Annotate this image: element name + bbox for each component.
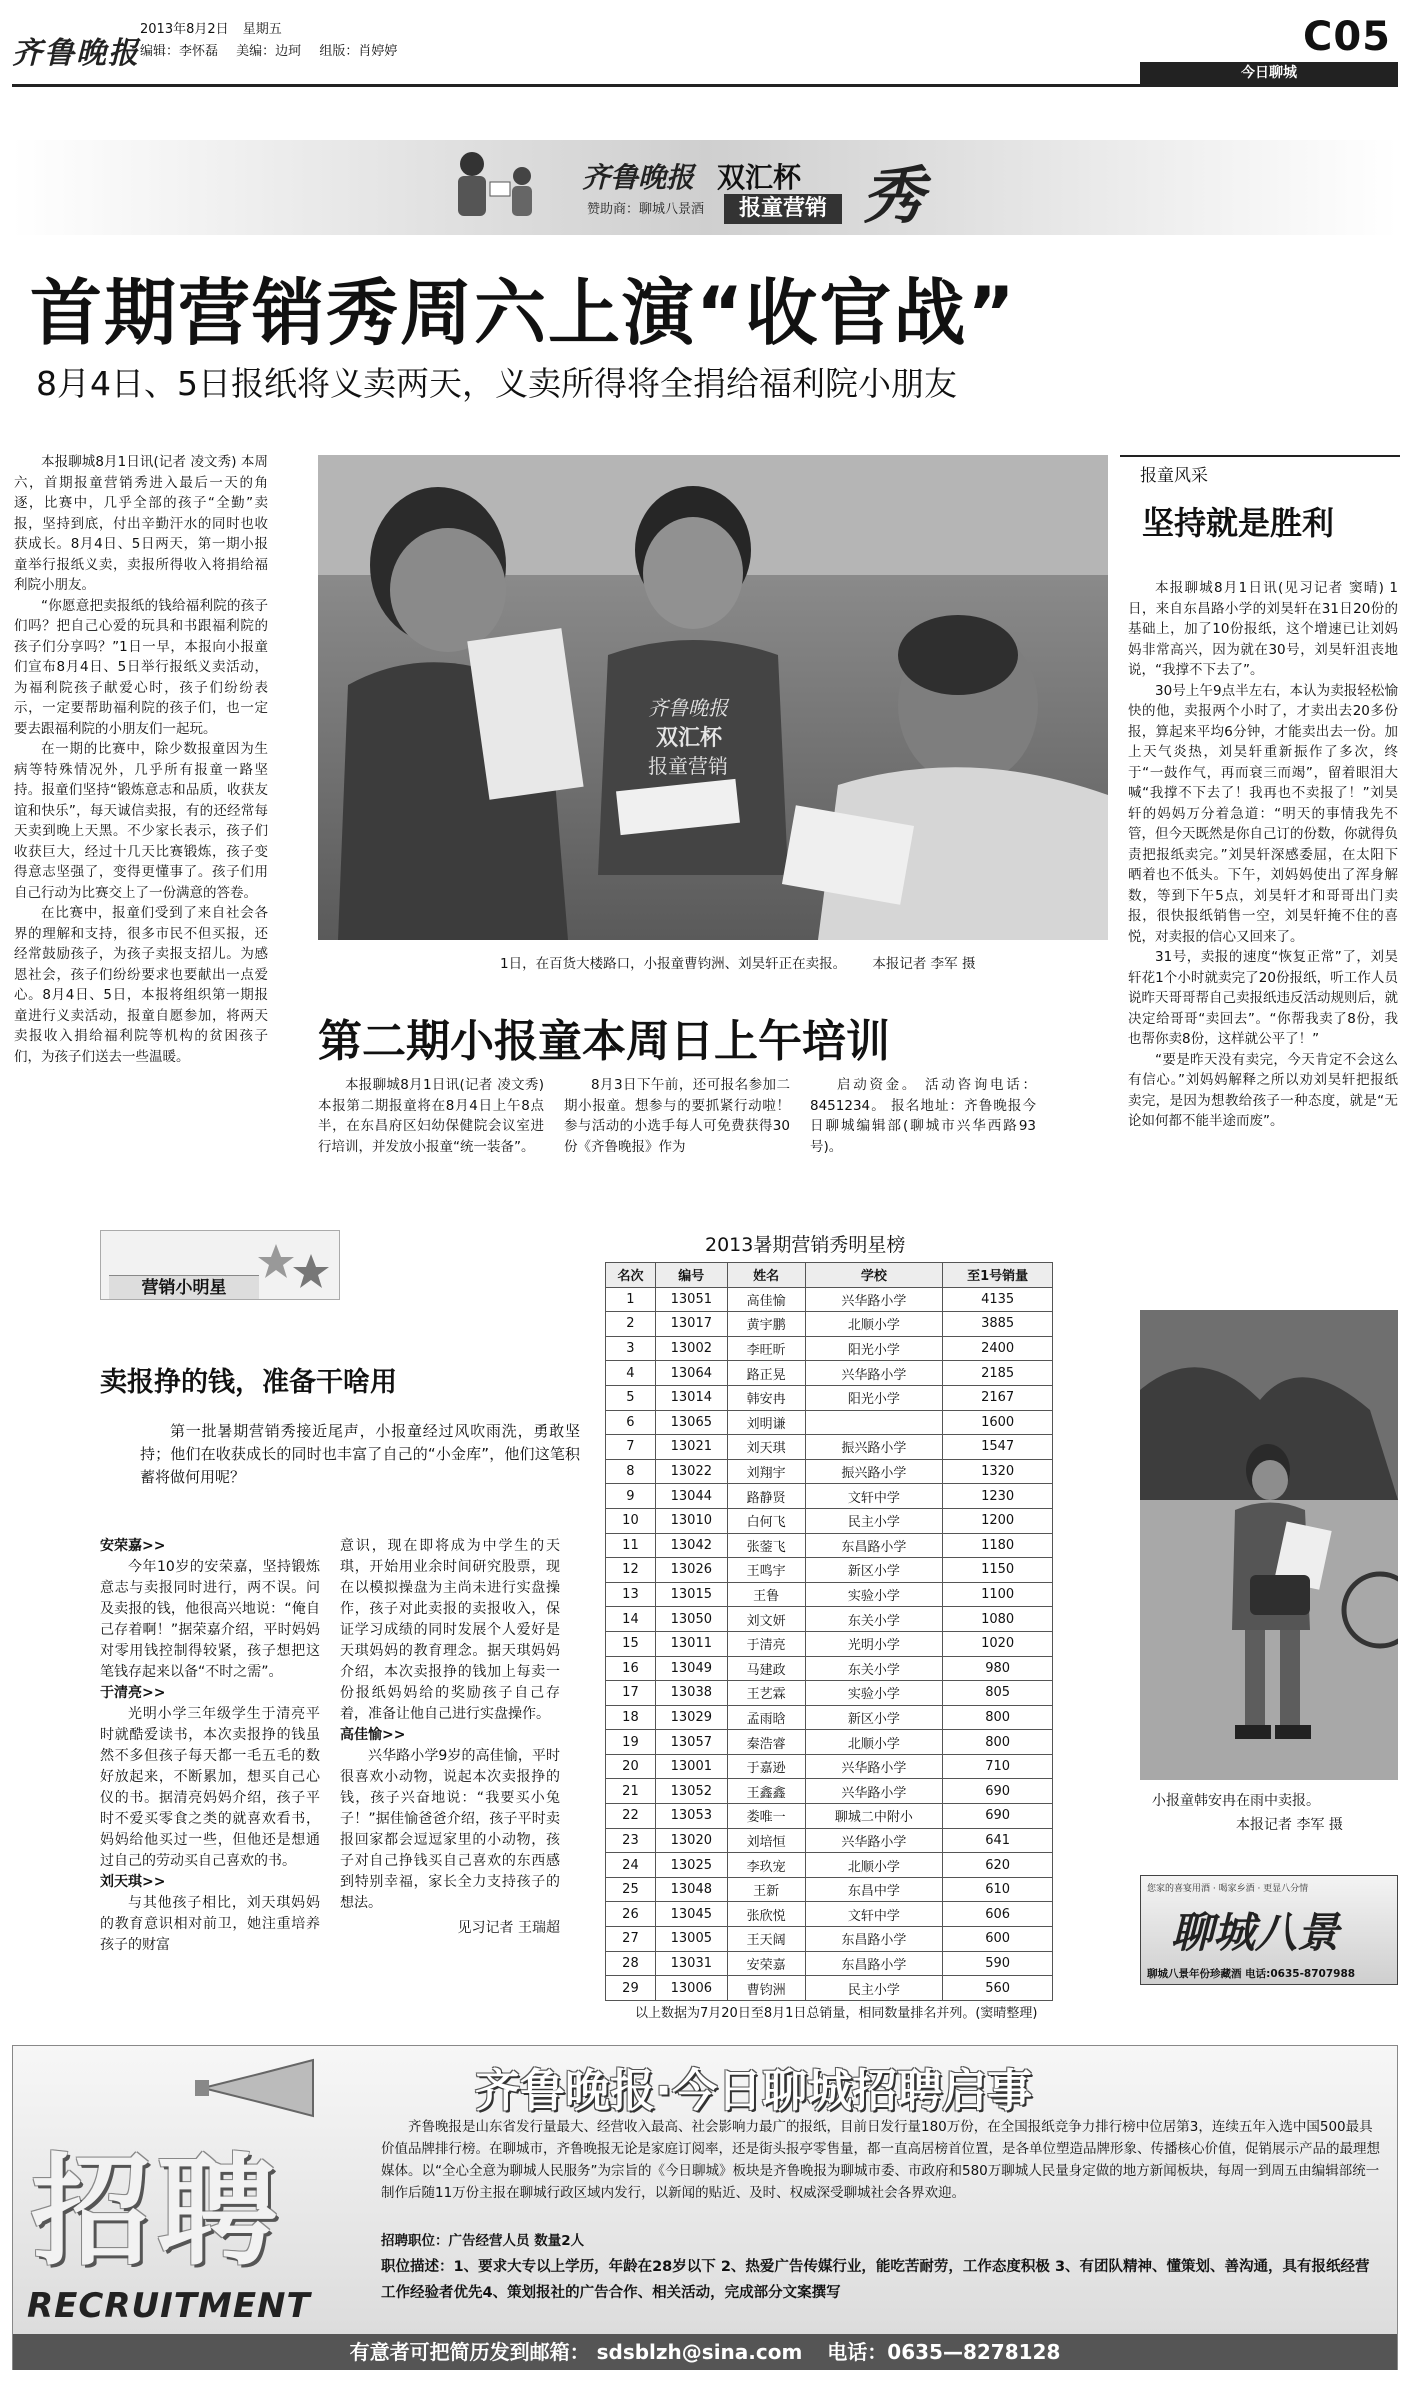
table-cell: 13006 xyxy=(655,1976,727,2001)
table-cell: 641 xyxy=(943,1828,1053,1853)
ranking-title: 2013暑期营销秀明星榜 xyxy=(705,1234,906,1256)
col-header: 学校 xyxy=(805,1263,943,1288)
caption-credit: 本报记者 李军 摄 xyxy=(872,956,976,972)
table-cell: 张蓥飞 xyxy=(727,1533,805,1558)
star-text: 意识，现在即将成为中学生的天琪，开始用业余时间研究股票，现在以模拟操盘为主尚未进行实盘操作，孩子对此卖报的卖报收入，保证学习成绩的同时发展个人爱好是天琪妈妈的教育理念。据天琪妈妈介绍，本次卖报挣的钱加上每卖一份报纸妈妈给的奖励孩子自己存着，准备让他自己进行实盘操作。 xyxy=(340,1538,560,1722)
table-row xyxy=(606,1927,1053,1952)
star-name: 安荣嘉>> xyxy=(100,1538,166,1554)
table-cell: 2 xyxy=(606,1312,656,1337)
table-cell: 13065 xyxy=(655,1410,727,1435)
star-text: 光明小学三年级学生于清亮平时就酷爱读书，本次卖报挣的钱虽然不多但孩子每天都一毛五毛的数好放起来，不断累加，想买自己心仪的书。据清亮妈妈介绍，孩子平时不爱买零食之类的就喜欢看书，妈妈给他买过一些，但他还是想通过自己的劳动买自己喜欢的书。 xyxy=(100,1706,320,1869)
table-cell: 1020 xyxy=(943,1631,1053,1656)
table-cell: 于清亮 xyxy=(727,1631,805,1656)
table-header-row xyxy=(606,1263,1053,1288)
table-row xyxy=(606,1976,1053,2001)
table-cell: 13031 xyxy=(655,1951,727,1976)
table-cell: 13020 xyxy=(655,1828,727,1853)
right-paragraph: “要是昨天没有卖完，今天肯定不会这么有信心。”刘妈妈解释之所以劝刘昊轩把报纸卖完，是因为想教给孩子一种态度，就是“无论如何都不能半途而废”。 xyxy=(1128,1051,1398,1129)
table-cell: 710 xyxy=(943,1754,1053,1779)
table-cell: 560 xyxy=(943,1976,1053,2001)
table-cell: 13052 xyxy=(655,1779,727,1804)
liquor-ad xyxy=(1140,1875,1398,1985)
rain-photo xyxy=(1140,1310,1398,1780)
section-label: 今日聊城 xyxy=(1241,65,1297,81)
table-row xyxy=(606,1631,1053,1656)
table-cell: 高佳愉 xyxy=(727,1287,805,1312)
table-cell: 20 xyxy=(606,1754,656,1779)
table-cell: 2400 xyxy=(943,1336,1053,1361)
table-cell: 800 xyxy=(943,1705,1053,1730)
ad-brand: 聊城八景 xyxy=(1171,1908,1340,1957)
table-cell: 28 xyxy=(606,1951,656,1976)
page-code: C05 xyxy=(1302,14,1391,60)
table-cell: 13045 xyxy=(655,1902,727,1927)
table-cell: 刘天琪 xyxy=(727,1435,805,1460)
table-cell: 606 xyxy=(943,1902,1053,1927)
post-label: 招聘职位： xyxy=(381,2233,449,2249)
star-title: 卖报挣的钱，准备干啥用 xyxy=(100,1367,397,1398)
star-tag-text: 营销小明星 xyxy=(141,1278,227,1298)
table-row xyxy=(606,1804,1053,1829)
shirt-text: 双汇杯 xyxy=(656,726,723,751)
desc-label: 职位描述： xyxy=(381,2259,454,2275)
main-photo-caption xyxy=(500,952,975,972)
ranking-table xyxy=(605,1262,1053,2001)
table-cell: 民主小学 xyxy=(805,1508,943,1533)
table-cell: 文轩中学 xyxy=(805,1902,943,1927)
table-cell: 实验小学 xyxy=(805,1681,943,1706)
table-cell: 13005 xyxy=(655,1927,727,1952)
post-value: 广告经营人员 数量2人 xyxy=(448,2233,585,2249)
main-paragraph: 本报聊城8月1日讯(记者 凌文秀) 本周六，首期报童营销秀进入最后一天的角逐，比赛中，几乎全部的孩子“全勤”卖报，坚持到底，付出辛勤汗水的同时也收获成长。8月4日、5日两天，第一期小报童举行报纸义卖，卖报所得收入将捐给福利院小朋友。 xyxy=(14,454,268,593)
right-paragraph: 本报聊城8月1日讯(见习记者 窦晴) 1日，来自东昌路小学的刘昊轩在31日20份的基础上，加了10份报纸，这个增速已让刘妈妈非常高兴，因为就在30号，刘昊轩沮丧地说，“我撑不下去了”。 xyxy=(1128,580,1398,678)
table-cell: 文轩中学 xyxy=(805,1484,943,1509)
table-cell: 29 xyxy=(606,1976,656,2001)
horn-icon xyxy=(193,2058,323,2118)
recruit-title: 齐鲁晚报·今日聊城招聘启事 xyxy=(475,2064,1033,2117)
recruit-big-text xyxy=(31,2116,331,2288)
table-cell: 1200 xyxy=(943,1508,1053,1533)
right-paragraph: 31号，卖报的速度“恢复正常”了，刘昊轩花1个小时就卖完了20份报纸，听工作人员说昨天哥哥帮自己卖报纸违反活动规则后，就决定给哥哥“卖回去”。“你帮我卖了8份，我也帮你卖8份，这样就公平了！” xyxy=(1128,949,1398,1047)
contact-lead: 有意者可把简历发到邮箱： xyxy=(349,2340,590,2364)
training-title: 第二期小报童本周日上午培训 xyxy=(318,1016,890,1067)
table-cell: 阳光小学 xyxy=(805,1385,943,1410)
table-cell: 北顺小学 xyxy=(805,1730,943,1755)
table-cell: 白何飞 xyxy=(727,1508,805,1533)
table-cell: 阳光小学 xyxy=(805,1336,943,1361)
table-cell: 刘培恒 xyxy=(727,1828,805,1853)
training-col-1: 本报聊城8月1日讯(记者 凌文秀) 本报第二期报童将在8月4日上午8点半，在东昌府区妇幼保健院会议室进行培训，并发放小报童“统一装备”。 xyxy=(318,1077,544,1155)
table-row xyxy=(606,1754,1053,1779)
table-cell: 黄宇鹏 xyxy=(727,1312,805,1337)
table-cell: 690 xyxy=(943,1779,1053,1804)
masthead-logo: 齐鲁晚报 xyxy=(12,36,140,71)
table-cell: 24 xyxy=(606,1853,656,1878)
rain-photo-credit: 本报记者 李军 摄 xyxy=(1236,1817,1343,1833)
table-cell: 王鑫鑫 xyxy=(727,1779,805,1804)
table-cell: 娄唯一 xyxy=(727,1804,805,1829)
table-row xyxy=(606,1853,1053,1878)
table-cell: 12 xyxy=(606,1558,656,1583)
table-row xyxy=(606,1459,1053,1484)
caption-text: 1日，在百货大楼路口，小报童曹钧洲、刘昊轩正在卖报。 xyxy=(500,956,847,972)
star-lead: 第一批暑期营销秀接近尾声，小报童经过风吹雨洗，勇敢坚持；他们在收获成长的同时也丰富了自己的“小金库”，他们这笔积蓄将做何用呢？ xyxy=(140,1422,580,1486)
table-cell: 1320 xyxy=(943,1459,1053,1484)
table-cell: 18 xyxy=(606,1705,656,1730)
table-row xyxy=(606,1828,1053,1853)
table-cell: 13051 xyxy=(655,1287,727,1312)
recruit-desc xyxy=(381,2254,1381,2306)
table-cell: 13064 xyxy=(655,1361,727,1386)
table-cell: 于嘉逊 xyxy=(727,1754,805,1779)
art-editor: 美编：边珂 xyxy=(236,44,302,59)
shirt-text: 报童营销 xyxy=(648,754,728,778)
table-cell: 实验小学 xyxy=(805,1582,943,1607)
table-cell: 东昌路小学 xyxy=(805,1951,943,1976)
banner-sponsor: 赞助商：聊城八景酒 xyxy=(587,202,705,217)
banner-title xyxy=(724,194,842,224)
table-row xyxy=(606,1730,1053,1755)
banner-figure-icon xyxy=(442,146,552,232)
star-text: 与其他孩子相比，刘天琪妈妈的教育意识相对前卫，她注重培养孩子的财富 xyxy=(100,1895,320,1953)
table-cell: 13038 xyxy=(655,1681,727,1706)
table-cell: 安荣嘉 xyxy=(727,1951,805,1976)
table-cell: 7 xyxy=(606,1435,656,1460)
table-cell: 690 xyxy=(943,1804,1053,1829)
main-paragraph: “你愿意把卖报纸的钱给福利院的孩子们吗？把自己心爱的玩具和书跟福利院的孩子们分享吗？”1日一早，本报向小报童们宣布8月4日、5日举行报纸义卖活动，为福利院孩子献爱心时，孩子们纷纷表示，一定要帮助福利院的孩子们，也一定要去跟福利院的小朋友们一起玩。 xyxy=(14,597,268,737)
table-row xyxy=(606,1385,1053,1410)
table-cell: 孟雨晗 xyxy=(727,1705,805,1730)
column-tag xyxy=(1120,455,1400,486)
table-cell: 兴华路小学 xyxy=(805,1779,943,1804)
table-cell: 东关小学 xyxy=(805,1656,943,1681)
table-cell: 22 xyxy=(606,1804,656,1829)
table-cell: 3885 xyxy=(943,1312,1053,1337)
editor: 编辑：李怀磊 xyxy=(140,44,219,59)
main-article xyxy=(14,452,268,1067)
table-cell: 620 xyxy=(943,1853,1053,1878)
rain-photo-caption: 小报童韩安冉在雨中卖报。 xyxy=(1152,1793,1320,1809)
table-cell xyxy=(805,1410,943,1435)
subheadline: 8月4日、5日报纸将义卖两天，义卖所得将全捐给福利院小朋友 xyxy=(36,364,957,403)
table-cell: 东昌路小学 xyxy=(805,1927,943,1952)
table-cell: 王鸣宇 xyxy=(727,1558,805,1583)
right-article xyxy=(1128,578,1398,1132)
table-row xyxy=(606,1705,1053,1730)
table-cell: 光明小学 xyxy=(805,1631,943,1656)
table-cell: 1547 xyxy=(943,1435,1053,1460)
table-cell: 马建政 xyxy=(727,1656,805,1681)
star-byline: 见习记者 王瑞超 xyxy=(457,1920,560,1936)
table-cell: 1230 xyxy=(943,1484,1053,1509)
table-cell: 新区小学 xyxy=(805,1705,943,1730)
col-header: 名次 xyxy=(606,1263,656,1288)
table-cell: 李旺昕 xyxy=(727,1336,805,1361)
table-cell: 2167 xyxy=(943,1385,1053,1410)
star-name: 刘天琪>> xyxy=(100,1874,166,1890)
table-cell: 1 xyxy=(606,1287,656,1312)
table-cell: 13010 xyxy=(655,1508,727,1533)
table-cell: 兴华路小学 xyxy=(805,1287,943,1312)
main-paragraph: 在一期的比赛中，除少数报童因为生病等特殊情况外，几乎所有报童一路坚持。报童们坚持“锻炼意志和品质，收获友谊和快乐”，每天诚信卖报，有的还经常每天卖到晚上天黑。不少家长表示，孩子们收获巨大，经过十几天比赛锻炼，孩子变得意志坚强了，变得更懂事了。孩子们用自己行动为比赛交上了一份满意的答卷。 xyxy=(14,741,268,901)
contact-email[interactable]: sdsblzh@sina.com xyxy=(596,2340,803,2364)
table-cell: 1600 xyxy=(943,1410,1053,1435)
header-rule xyxy=(12,84,1398,87)
col-header: 姓名 xyxy=(727,1263,805,1288)
table-cell: 振兴路小学 xyxy=(805,1435,943,1460)
table-row xyxy=(606,1484,1053,1509)
col-header: 编号 xyxy=(655,1263,727,1288)
table-cell: 1080 xyxy=(943,1607,1053,1632)
recruit-panel xyxy=(12,2045,1398,2370)
table-row xyxy=(606,1533,1053,1558)
table-cell: 600 xyxy=(943,1927,1053,1952)
table-cell: 王艺霖 xyxy=(727,1681,805,1706)
table-cell: 路正晃 xyxy=(727,1361,805,1386)
table-cell: 路静贤 xyxy=(727,1484,805,1509)
star-name: 于清亮>> xyxy=(100,1685,166,1701)
table-cell: 15 xyxy=(606,1631,656,1656)
table-cell: 13050 xyxy=(655,1607,727,1632)
table-row xyxy=(606,1287,1053,1312)
banner-title-text: 报童营销 xyxy=(738,196,827,221)
shirt-text: 齐鲁晚报 xyxy=(648,696,728,720)
table-cell: 980 xyxy=(943,1656,1053,1681)
table-cell: 8 xyxy=(606,1459,656,1484)
table-cell: 23 xyxy=(606,1828,656,1853)
table-cell: 13049 xyxy=(655,1656,727,1681)
table-cell: 13021 xyxy=(655,1435,727,1460)
table-cell: 4 xyxy=(606,1361,656,1386)
table-row xyxy=(606,1336,1053,1361)
table-cell: 13053 xyxy=(655,1804,727,1829)
recruit-contact xyxy=(13,2334,1397,2370)
table-cell: 李玖宠 xyxy=(727,1853,805,1878)
table-cell: 13042 xyxy=(655,1533,727,1558)
table-cell: 东关小学 xyxy=(805,1607,943,1632)
page-header xyxy=(0,0,1409,90)
table-cell: 16 xyxy=(606,1656,656,1681)
table-cell: 韩安冉 xyxy=(727,1385,805,1410)
staff-line xyxy=(140,40,397,59)
table-row xyxy=(606,1607,1053,1632)
table-row xyxy=(606,1902,1053,1927)
table-cell: 25 xyxy=(606,1877,656,1902)
table-cell: 610 xyxy=(943,1877,1053,1902)
table-cell: 26 xyxy=(606,1902,656,1927)
table-cell: 13014 xyxy=(655,1385,727,1410)
star-col-2 xyxy=(340,1536,560,1939)
table-cell: 1180 xyxy=(943,1533,1053,1558)
recruit-big: 招聘 xyxy=(31,2143,283,2282)
table-cell: 6 xyxy=(606,1410,656,1435)
table-cell: 张欣悦 xyxy=(727,1902,805,1927)
star-tag-label xyxy=(109,1275,259,1299)
table-cell: 21 xyxy=(606,1779,656,1804)
table-cell: 5 xyxy=(606,1385,656,1410)
table-cell: 9 xyxy=(606,1484,656,1509)
recruit-english: RECRUITMENT xyxy=(27,2286,311,2326)
layout-editor: 组版：肖婷婷 xyxy=(319,44,398,59)
table-cell: 新区小学 xyxy=(805,1558,943,1583)
table-row xyxy=(606,1779,1053,1804)
table-cell: 11 xyxy=(606,1533,656,1558)
table-row xyxy=(606,1312,1053,1337)
banner-glyph: 秀 xyxy=(862,159,925,232)
table-cell: 兴华路小学 xyxy=(805,1754,943,1779)
contact-phone: 电话：0635—8278128 xyxy=(827,2340,1061,2364)
table-cell: 13011 xyxy=(655,1631,727,1656)
desc-value: 1、要求大专以上学历，年龄在28岁以下 2、热爱广告传媒行业，能吃苦耐劳，工作态度积极 3、有团队精神、懂策划、善沟通，具有报纸经营工作经验者优先4、策划报社的广告合作、相关活动，完成部分文案撰写 xyxy=(381,2259,1370,2301)
table-row xyxy=(606,1877,1053,1902)
table-cell: 13002 xyxy=(655,1336,727,1361)
star-text: 兴华路小学9岁的高佳愉，平时很喜欢小动物，说起本次卖报挣的钱，孩子兴奋地说：“我要买小兔子！”据佳愉爸爸介绍，孩子平时卖报回家都会逗逗家里的小动物，孩子对自己挣钱买自己喜欢的东西感到特别幸福，家长全力支持孩子的想法。 xyxy=(340,1748,560,1911)
star-text: 今年10岁的安荣嘉，坚持锻炼意志与卖报同时进行，两不误。问及卖报的钱，他很高兴地说：“俺自己存着啊！”据荣嘉介绍，平时妈妈对零用钱控制得较紧，孩子想把这笔钱存起来以备“不时之需”。 xyxy=(100,1559,320,1680)
table-cell: 2185 xyxy=(943,1361,1053,1386)
training-col-3: 启动资金。 活动咨询电话：8451234。 报名地址：齐鲁晚报今日聊城编辑部(聊城市兴华西路93号)。 xyxy=(810,1077,1036,1155)
table-cell: 曹钧洲 xyxy=(727,1976,805,2001)
weekday: 星期五 xyxy=(242,22,282,37)
table-cell: 13022 xyxy=(655,1459,727,1484)
right-article-title: 坚持就是胜利 xyxy=(1142,504,1335,542)
col-header: 至1号销量 xyxy=(943,1263,1053,1288)
main-photo xyxy=(318,455,1108,940)
ad-line: 聊城八景年份珍藏酒 电话:0635-8707988 xyxy=(1147,1968,1356,1980)
table-cell: 13 xyxy=(606,1582,656,1607)
ad-motto: 您家的喜宴用酒 · 喝家乡酒 · 更显八分情 xyxy=(1147,1884,1309,1894)
table-cell: 兴华路小学 xyxy=(805,1361,943,1386)
table-cell: 刘翔宇 xyxy=(727,1459,805,1484)
table-cell: 19 xyxy=(606,1730,656,1755)
main-paragraph: 在比赛中，报童们受到了来自社会各界的理解和支持，很多市民不但买报，还经常鼓励孩子，为孩子卖报支招儿。为感恩社会，孩子们纷纷要求也要献出一点爱心。8月4日、5日，本报将组织第一期报童进行义卖活动，报童自愿参加，将两天卖报收入捐给福利院等机构的贫困孩子们，为孩子们送去一些温暖。 xyxy=(14,905,268,1065)
table-cell: 14 xyxy=(606,1607,656,1632)
table-cell: 4135 xyxy=(943,1287,1053,1312)
table-row xyxy=(606,1410,1053,1435)
table-row xyxy=(606,1558,1053,1583)
table-cell: 13044 xyxy=(655,1484,727,1509)
banner-brand: 齐鲁晚报 xyxy=(582,161,695,194)
ranking-note: 以上数据为7月20日至8月1日总销量，相同数量排名并列。(窦晴整理) xyxy=(635,2006,1038,2021)
table-cell: 王鲁 xyxy=(727,1582,805,1607)
issue-date xyxy=(140,18,282,37)
table-cell: 刘文妍 xyxy=(727,1607,805,1632)
table-cell: 北顺小学 xyxy=(805,1312,943,1337)
table-cell: 13048 xyxy=(655,1877,727,1902)
table-cell: 800 xyxy=(943,1730,1053,1755)
table-row xyxy=(606,1361,1053,1386)
column-tag-label: 报童风采 xyxy=(1140,466,1208,486)
table-cell: 王新 xyxy=(727,1877,805,1902)
recruit-intro: 齐鲁晚报是山东省发行量最大、经营收入最高、社会影响力最广的报纸，目前日发行量180万份，在全国报纸竞争力排行榜中位居第3，连续五年入选中国500最具价值品牌排行榜。在聊城市，齐鲁晚报无论是家庭订阅率，还是街头报亭零售量，都一直高居榜首位置，是各单位塑造品牌形象、传播核心价值，促销展示产品的最理想媒体。以“全心全意为聊城人民服务”为宗旨的《今日聊城》板块是齐鲁晚报为聊城市委、市政府和580万聊城人民量身定做的地方新闻板块，每周一到周五由编辑部统一制作后随11万份主报在聊城行政区域内发行，以新闻的贴近、及时、权威深受聊城社会各界欢迎。 xyxy=(381,2119,1380,2201)
table-cell: 805 xyxy=(943,1681,1053,1706)
table-cell: 1100 xyxy=(943,1582,1053,1607)
table-cell: 13001 xyxy=(655,1754,727,1779)
table-cell: 13057 xyxy=(655,1730,727,1755)
table-cell: 10 xyxy=(606,1508,656,1533)
table-cell: 17 xyxy=(606,1681,656,1706)
table-cell: 兴华路小学 xyxy=(805,1828,943,1853)
table-row xyxy=(606,1435,1053,1460)
table-cell: 王天阔 xyxy=(727,1927,805,1952)
table-cell: 13026 xyxy=(655,1558,727,1583)
table-cell: 东昌中学 xyxy=(805,1877,943,1902)
ranking-body xyxy=(606,1287,1053,2000)
table-cell: 聊城二中附小 xyxy=(805,1804,943,1829)
headline: 首期营销秀周六上演“收官战” xyxy=(30,271,1017,355)
table-row xyxy=(606,1681,1053,1706)
star-shapes-icon xyxy=(256,1239,336,1294)
section-tab xyxy=(1140,62,1398,84)
banner-cup: 双汇杯 xyxy=(717,161,802,194)
campaign-banner xyxy=(12,140,1398,235)
table-cell: 1150 xyxy=(943,1558,1053,1583)
table-cell: 刘明谦 xyxy=(727,1410,805,1435)
table-cell: 13029 xyxy=(655,1705,727,1730)
right-paragraph: 30号上午9点半左右，本认为卖报轻松愉快的他，卖报两个小时了，才卖出去20多份报，算起来平均6分钟，才能卖出去一份。加上天气炎热，刘昊轩重新振作了多次，终于“一鼓作气，再而衰三而竭”，留着眼泪大喊“我撑不下去了！我再也不卖报了！”刘昊轩的妈妈万分着急道：“明天的事情我先不管，但今天既然是你自己订的份数，你就得负责把报纸卖完。”刘昊轩深感委屈，在太阳下晒着也不低头。下午，刘妈妈使出了浑身解数，等到下午5点，刘昊轩才和哥哥出门卖报，很快报纸销售一空，刘昊轩掩不住的喜悦，对卖报的信心又回来了。 xyxy=(1128,682,1398,945)
table-cell: 东昌路小学 xyxy=(805,1533,943,1558)
table-cell: 振兴路小学 xyxy=(805,1459,943,1484)
table-cell: 13025 xyxy=(655,1853,727,1878)
table-row xyxy=(606,1951,1053,1976)
table-cell: 3 xyxy=(606,1336,656,1361)
table-cell: 13017 xyxy=(655,1312,727,1337)
training-col-2: 8月3日下午前，还可报名参加二期小报童。想参与的要抓紧行动啦！ 参与活动的小选手每人可免费获得30份《齐鲁晚报》作为 xyxy=(564,1077,790,1155)
table-row xyxy=(606,1508,1053,1533)
table-cell: 秦浩睿 xyxy=(727,1730,805,1755)
table-cell: 27 xyxy=(606,1927,656,1952)
table-cell: 590 xyxy=(943,1951,1053,1976)
star-name: 高佳愉>> xyxy=(340,1727,406,1743)
recruit-post xyxy=(381,2230,1381,2252)
date: 2013年8月2日 xyxy=(140,22,229,37)
table-row xyxy=(606,1656,1053,1681)
table-row xyxy=(606,1582,1053,1607)
table-cell: 北顺小学 xyxy=(805,1853,943,1878)
star-col-1 xyxy=(100,1536,320,1956)
ranking-table-wrap xyxy=(605,1262,1053,2001)
table-cell: 13015 xyxy=(655,1582,727,1607)
star-tag xyxy=(100,1230,340,1300)
table-cell: 民主小学 xyxy=(805,1976,943,2001)
